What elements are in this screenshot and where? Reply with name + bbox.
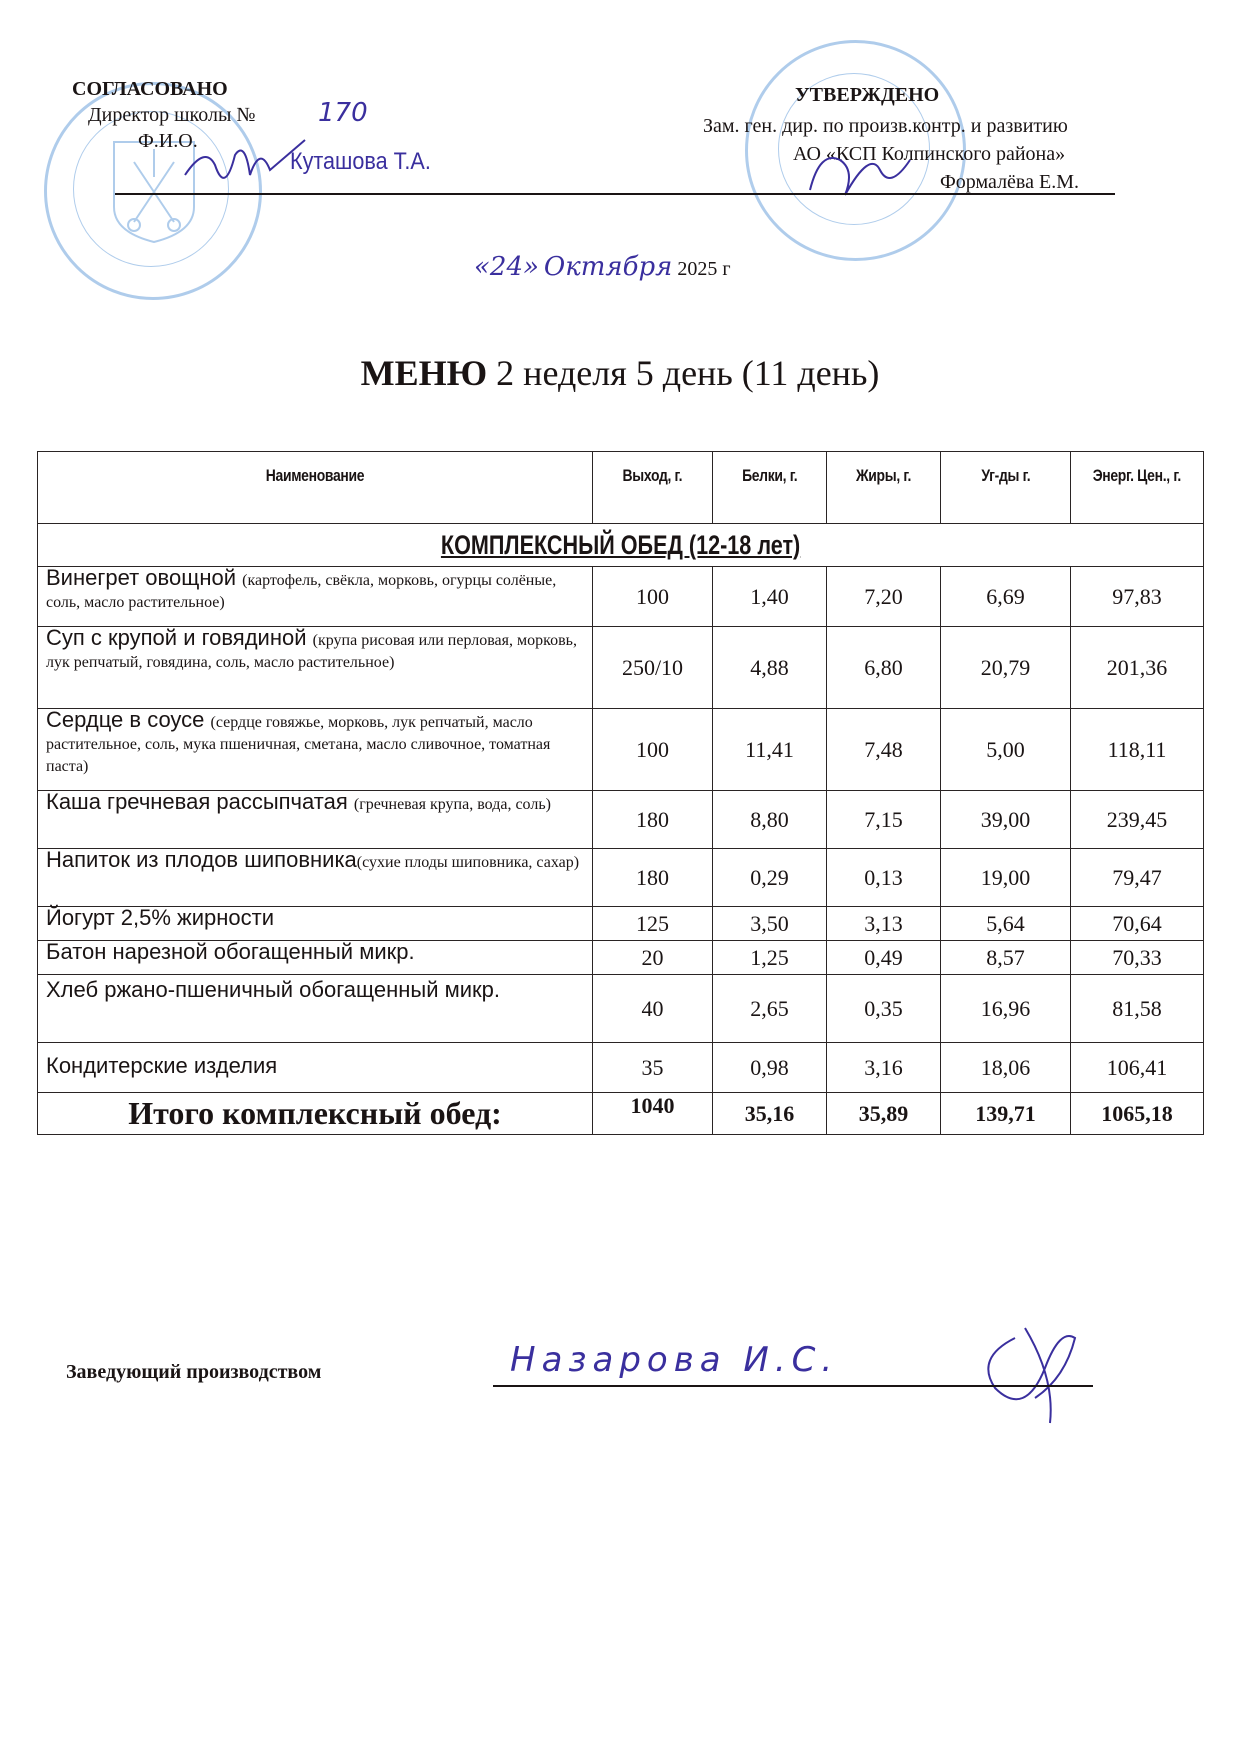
dish-name: Напиток из плодов шиповника: [46, 847, 357, 872]
director-label: Директор школы №: [88, 104, 256, 126]
table-row: [38, 567, 1204, 627]
protein-cell: 8,80: [713, 791, 827, 849]
dish-name: Хлеб ржано-пшеничный обогащенный микр.: [46, 977, 501, 1002]
protein-cell: 0,29: [713, 849, 827, 907]
table-row: [38, 709, 1204, 791]
total-yield: 1040: [593, 1093, 713, 1135]
approver-company: АО «КСП Колпинского района»: [793, 143, 1066, 165]
yield-cell: 180: [593, 849, 713, 907]
approver-signature: [800, 140, 920, 210]
fio-label: Ф.И.О.: [138, 130, 198, 152]
table-row: [38, 975, 1204, 1043]
energy-cell: 118,11: [1071, 709, 1204, 791]
date-year: 2025 г: [677, 258, 731, 280]
protein-cell: 2,65: [713, 975, 827, 1043]
approver-position: Зам. ген. дир. по произв.контр. и развитию: [703, 115, 1068, 137]
yield-cell: 100: [593, 567, 713, 627]
column-header-carbs: Уг-ды г.: [941, 452, 1071, 524]
energy-cell: 79,47: [1071, 849, 1204, 907]
dish-name: Суп с крупой и говядиной: [46, 625, 313, 650]
energy-cell: 239,45: [1071, 791, 1204, 849]
header-divider: [115, 193, 1115, 195]
protein-cell: 0,98: [713, 1043, 827, 1093]
dish-composition: (крупа рисовая или перловая, морковь, лук репчатый, говядина, соль, масло растительное): [46, 632, 577, 671]
protein-cell: 1,40: [713, 567, 827, 627]
dish-composition: (сухие плоды шиповника, сахар): [356, 854, 580, 871]
table-row: [38, 627, 1204, 709]
carbs-cell: 16,96: [941, 975, 1071, 1043]
dish-name: Йогурт 2,5% жирности: [46, 905, 275, 930]
energy-cell: 201,36: [1071, 627, 1204, 709]
approved-heading: УТВЕРЖДЕНО: [795, 84, 940, 106]
date-day: «24»: [474, 252, 539, 282]
title-bold: МЕНЮ: [360, 353, 488, 393]
director-name-stamp: Куташова Т.А.: [290, 148, 431, 175]
total-energy: 1065,18: [1071, 1093, 1204, 1135]
carbs-cell: 6,69: [941, 567, 1071, 627]
dish-name: Кондитерские изделия: [46, 1053, 278, 1078]
fat-cell: 0,13: [827, 849, 941, 907]
date-month: Октября: [543, 252, 673, 282]
protein-cell: 4,88: [713, 627, 827, 709]
column-header-yield: Выход, г.: [593, 452, 713, 524]
table-row: [38, 941, 1204, 975]
agreed-heading: СОГЛАСОВАНО: [72, 78, 228, 100]
production-manager-flourish: [965, 1318, 1095, 1428]
fat-cell: 7,15: [827, 791, 941, 849]
signature-line: [493, 1385, 1093, 1387]
section-row: [38, 524, 1204, 567]
fat-cell: 0,49: [827, 941, 941, 975]
yield-cell: 20: [593, 941, 713, 975]
approval-date: [474, 252, 731, 282]
carbs-cell: 19,00: [941, 849, 1071, 907]
page-title: [0, 352, 1240, 394]
carbs-cell: 20,79: [941, 627, 1071, 709]
fat-cell: 7,48: [827, 709, 941, 791]
carbs-cell: 18,06: [941, 1043, 1071, 1093]
table-row: [38, 1043, 1204, 1093]
dish-composition: (сердце говяжье, морковь, лук репчатый, масло растительное, соль, мука пшеничная, сметана, масло сливочное, томатная паста): [46, 714, 551, 775]
energy-cell: 106,41: [1071, 1043, 1204, 1093]
table-row: [38, 791, 1204, 849]
total-fat: 35,89: [827, 1093, 941, 1135]
yield-cell: 35: [593, 1043, 713, 1093]
column-header-energy: Энерг. Цен., г.: [1071, 452, 1204, 524]
yield-cell: 180: [593, 791, 713, 849]
energy-cell: 70,33: [1071, 941, 1204, 975]
production-manager-label: Заведующий производством: [66, 1361, 322, 1383]
yield-cell: 250/10: [593, 627, 713, 709]
carbs-cell: 8,57: [941, 941, 1071, 975]
energy-cell: 97,83: [1071, 567, 1204, 627]
menu-table: [37, 451, 1204, 1135]
energy-cell: 70,64: [1071, 907, 1204, 941]
approver-name: Формалёва Е.М.: [940, 171, 1079, 193]
protein-cell: 11,41: [713, 709, 827, 791]
dish-composition: (картофель, свёкла, морковь, огурцы солёные, соль, масло растительное): [46, 572, 557, 611]
carbs-cell: 5,64: [941, 907, 1071, 941]
dish-composition: (гречневая крупа, вода, соль): [353, 796, 551, 813]
energy-cell: 81,58: [1071, 975, 1204, 1043]
production-manager-signature: Назарова И.С.: [510, 1340, 839, 1380]
carbs-cell: 5,00: [941, 709, 1071, 791]
fat-cell: 6,80: [827, 627, 941, 709]
carbs-cell: 39,00: [941, 791, 1071, 849]
table-row: [38, 849, 1204, 907]
dish-name: Сердце в соусе: [46, 707, 211, 732]
dish-name: Каша гречневая рассыпчатая: [46, 789, 354, 814]
fat-cell: 3,16: [827, 1043, 941, 1093]
fat-cell: 3,13: [827, 907, 941, 941]
school-number-handwritten: 170: [318, 98, 368, 128]
table-row: [38, 907, 1204, 941]
table-header-row: [38, 452, 1204, 524]
fat-cell: 0,35: [827, 975, 941, 1043]
fat-cell: 7,20: [827, 567, 941, 627]
protein-cell: 3,50: [713, 907, 827, 941]
yield-cell: 100: [593, 709, 713, 791]
title-rest: 2 неделя 5 день (11 день): [487, 353, 880, 393]
section-title: КОМПЛЕКСНЫЙ ОБЕД (12-18 лет): [38, 524, 1204, 567]
column-header-protein: Белки, г.: [713, 452, 827, 524]
column-header-name: Наименование: [38, 452, 593, 524]
dish-name: Винегрет овощной: [46, 565, 243, 590]
dish-name: Батон нарезной обогащенный микр.: [46, 939, 415, 964]
total-row: [38, 1093, 1204, 1135]
total-label: Итого комплексный обед:: [38, 1093, 593, 1135]
yield-cell: 40: [593, 975, 713, 1043]
total-protein: 35,16: [713, 1093, 827, 1135]
protein-cell: 1,25: [713, 941, 827, 975]
yield-cell: 125: [593, 907, 713, 941]
total-carbs: 139,71: [941, 1093, 1071, 1135]
column-header-fat: Жиры, г.: [827, 452, 941, 524]
